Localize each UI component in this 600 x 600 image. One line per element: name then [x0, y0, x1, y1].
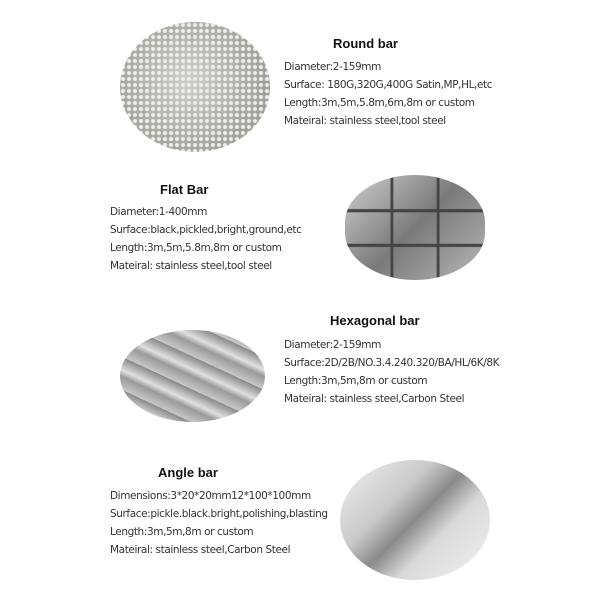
hexagonal-bar-image	[120, 330, 265, 422]
spec-length: Length:3m,5m,5.8m,8m or custom	[110, 242, 282, 254]
spec-length: Length:3m,5m,5.8m,6m,8m or custom	[284, 97, 475, 109]
spec-diameter: Diameter:2-159mm	[284, 339, 381, 351]
spec-surface: Surface: 180G,320G,400G Satin,MP,HL,etc	[284, 79, 493, 91]
round-bar-image	[120, 22, 270, 152]
spec-surface: Surface:2D/2B/NO.3.4.240.320/BA/HL/6K/8K	[284, 357, 500, 369]
spec-material: Mateiral: stainless steel,Carbon Steel	[110, 544, 291, 556]
flat-bar-title: Flat Bar	[160, 182, 209, 197]
spec-length: Length:3m,5m,8m or custom	[284, 375, 428, 387]
spec-length: Length:3m,5m,8m or custom	[110, 526, 254, 538]
spec-surface: Surface:black,pickled,bright,ground,etc	[110, 224, 302, 236]
spec-diameter: Diameter:2-159mm	[284, 61, 381, 73]
hexagonal-bar-title: Hexagonal bar	[330, 313, 420, 328]
angle-bar-specs	[110, 487, 328, 559]
hexagonal-bar-specs	[284, 336, 499, 408]
spec-material: Mateiral: stainless steel,Carbon Steel	[284, 393, 465, 405]
spec-surface: Surface:pickle.black.bright,polishing,blasting	[110, 508, 328, 520]
spec-diameter: Diameter:1-400mm	[110, 206, 207, 218]
angle-bar-title: Angle bar	[158, 465, 218, 480]
round-bar-title: Round bar	[333, 36, 398, 51]
flat-bar-image	[345, 175, 485, 280]
flat-bar-specs	[110, 203, 301, 275]
spec-material: Mateiral: stainless steel,tool steel	[110, 260, 272, 272]
spec-material: Mateiral: stainless steel,tool steel	[284, 115, 446, 127]
round-bar-specs	[284, 58, 492, 130]
spec-dimensions: Dimensions:3*20*20mm12*100*100mm	[110, 490, 311, 502]
angle-bar-image	[340, 460, 490, 580]
